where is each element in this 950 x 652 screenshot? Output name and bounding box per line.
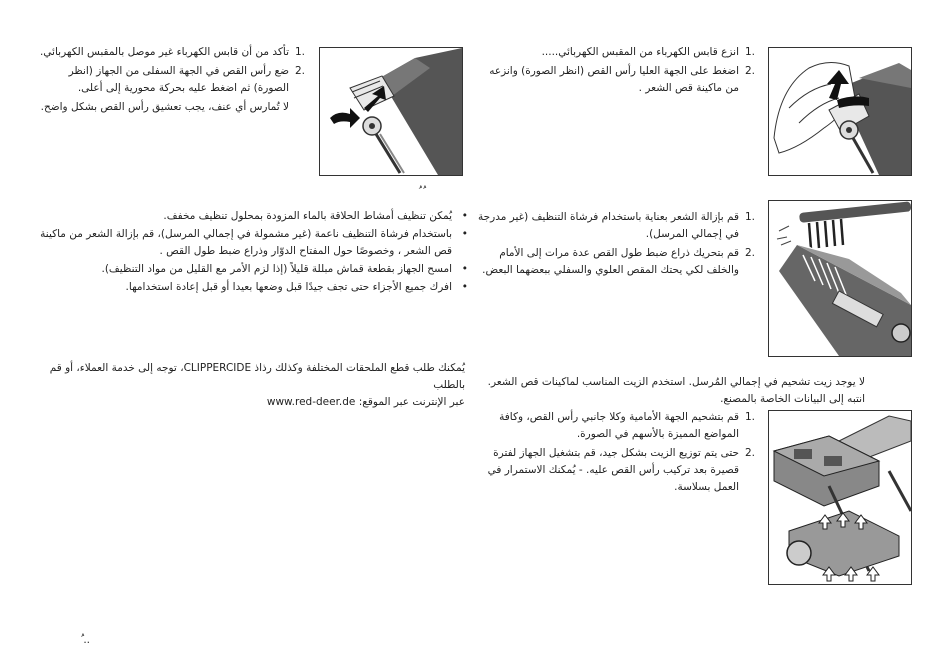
list-item: [30, 226, 470, 260]
right-section1: [475, 44, 765, 99]
bullet-text: باستخدام فرشاة التنظيف ناعمة (غير مشمولة في إجمالي المرسل)، قم بإزالة الشعر من ماكينة قص الشعر ، وخصوصًا حول المفتاح الدوّار وذراع ضبط طول القص .: [40, 228, 452, 257]
list-item: [30, 279, 470, 296]
left-section1: [30, 44, 315, 116]
step-number: 1.: [745, 411, 756, 423]
attach-head-illustration: [319, 47, 463, 176]
bullet-text: افرك جميع الأجزاء حتى تجف جيدًا قبل وضعها بعيدا أو قبل إعادة استخدامها.: [125, 281, 452, 293]
step-number: 2.: [745, 65, 756, 77]
list-item: [30, 261, 470, 278]
list-item: [475, 245, 765, 279]
list-item: [475, 44, 765, 61]
step-text: قم بتحريك ذراع ضبط طول القص عدة مرات إلى الأمام والخلف لكي يحتك المقص العلوي والسفلي ببعضهما البعض.: [482, 247, 739, 276]
left-section2-cleaning: [30, 208, 470, 297]
list-item: [475, 445, 765, 496]
list-item: [475, 409, 765, 443]
step-number: 1.: [745, 211, 756, 223]
step-text: اضغط على الجهة العليا رأس القص (انظر الصورة) وانزعه من ماكينة قص الشعر .: [489, 65, 739, 94]
list-item: [30, 63, 315, 97]
brush-cleaning-illustration: [768, 200, 912, 357]
step-text: تأكد من أن قابس الكهرباء غير موصل بالمقبس الكهربائي.: [39, 46, 289, 58]
step-number: 2.: [295, 65, 306, 77]
list-item: [30, 44, 315, 61]
step-text: قم بإزالة الشعر بعناية باستخدام فرشاة التنظيف (غير مدرجة في إجمالي المرسل).: [478, 211, 739, 240]
footer-mark: ُ ..: [80, 634, 91, 646]
step-text: انزع قابس الكهرباء من المقبس الكهربائي.....: [541, 46, 739, 58]
oil-intro: لا يوجد زيت تشحيم في إجمالي المُرسل. استخدم الزيت المناسب لماكينات قص الشعر. انتبه إلى البيانات الخاصة بالمصنع.: [487, 376, 865, 405]
oiling-illustration: [768, 410, 912, 585]
bullet: •: [461, 228, 468, 240]
accessories-website: عبر الإنترنت عبر الموقع: www.red-deer.de: [266, 396, 465, 408]
warning-note: لا تُمارس أي عنف، يجب تعشيق رأس القص بشكل واضح.: [40, 101, 289, 113]
step-number: 2.: [745, 447, 756, 459]
left-section3-accessories: [20, 360, 465, 411]
bullet-text: يُمكن تنظيف أمشاط الحلاقة بالماء المزودة بمحلول تنظيف مخفف.: [163, 210, 452, 222]
step-number: 1.: [295, 46, 306, 58]
step-number: 1.: [745, 46, 756, 58]
step-number: 2.: [745, 247, 756, 259]
step-text: قم بتشحيم الجهة الأمامية وكلا جانبي رأس القص، وكافة المواضع المميزة بالأسهم في الصورة.: [499, 411, 739, 440]
bullet: •: [461, 210, 468, 222]
stray-marks: ُ ُ: [418, 186, 422, 198]
list-item: [475, 209, 765, 243]
accessories-text: يُمكنك طلب قطع الملحقات المختلفة وكذلك رذاذ CLIPPERCIDE، توجه إلى خدمة العملاء، أو قم بالطلب: [49, 362, 465, 391]
list-item: [475, 63, 765, 97]
list-item: [30, 208, 470, 225]
bullet: •: [461, 281, 468, 293]
right-section2: [475, 209, 765, 281]
step-text: ضع رأس القص في الجهة السفلى من الجهاز (انظر الصورة) ثم اضغط عليه بحركة محورية إلى أعلى.: [68, 65, 289, 94]
right-section3: [475, 409, 765, 498]
step-text: حتى يتم توزيع الزيت بشكل جيد، قم بتشغيل الجهاز لفترة قصيرة بعد تركيب رأس القص عليه. - يُمكنك الاستمرار في العمل بسلاسة.: [487, 447, 739, 493]
bullet: •: [461, 263, 468, 275]
remove-head-illustration: [768, 47, 912, 176]
bullet-text: امسح الجهاز بقطعة قماش مبللة قليلاً (إذا لزم الأمر مع القليل من مواد التنظيف).: [101, 263, 452, 275]
